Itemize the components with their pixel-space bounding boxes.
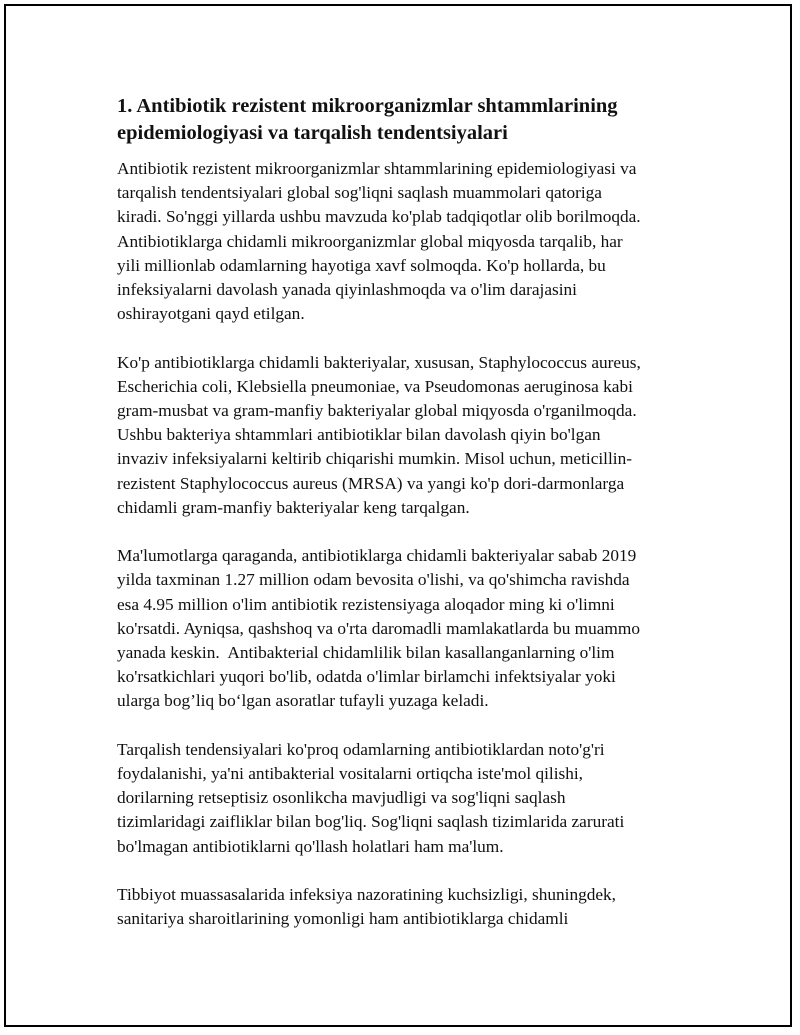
text-line: tizimlaridagi zaifliklar bilan bog'liq. Sog'liqni saqlash tizimlarida zarurati xyxy=(117,812,625,832)
text-line: Tibbiyot muassasalarida infeksiya nazoratining kuchsizligi, shuningdek, xyxy=(117,885,616,905)
text-line: oshirayotgani qayd etilgan. xyxy=(117,304,305,324)
paragraph-container xyxy=(117,157,687,931)
text-line: Antibiotik rezistent mikroorganizmlar shtammlarining epidemiologiyasi va xyxy=(117,159,637,178)
heading-line: epidemiologiyasi va tarqalish tendentsiyalari xyxy=(117,122,508,144)
text-line: infeksiyalarni davolash yanada qiyinlashmoqda va o'lim darajasini xyxy=(117,280,577,300)
text-line: kiradi. So'nggi yillarda ushbu mavzuda ko'plab tadqiqotlar olib borilmoqda. xyxy=(117,207,641,227)
document-body xyxy=(117,93,687,956)
text-line: esa 4.95 million o'lim antibiotik rezistensiyaga aloqador ming ki o'limni xyxy=(117,594,615,614)
heading-line: 1. Antibiotik rezistent mikroorganizmlar shtammlarining xyxy=(117,95,618,117)
paragraph xyxy=(117,883,687,931)
text-line: foydalanishi, ya'ni antibakterial vositalarni ortiqcha iste'mol qilishi, xyxy=(117,764,583,784)
text-line: Ko'p antibiotiklarga chidamli bakteriyalar, xususan, Staphylococcus aureus, xyxy=(117,352,641,372)
text-line: yili millionlab odamlarning hayotiga xavf solmoqda. Ko'p hollarda, bu xyxy=(117,255,606,275)
paragraph xyxy=(117,544,687,713)
text-line: yanada keskin. Antibakterial chidamlilik bilan kasallanganlarning o'lim xyxy=(117,643,615,663)
text-line: Escherichia coli, Klebsiella pneumoniae, va Pseudomonas aeruginosa kabi xyxy=(117,376,633,396)
text-line: sanitariya sharoitlarining yomonligi ham antibiotiklarga chidamli xyxy=(117,909,569,929)
text-line: yilda taxminan 1.27 million odam bevosita o'lishi, va qo'shimcha ravishda xyxy=(117,570,630,590)
text-line: gram-musbat va gram-manfiy bakteriyalar global miqyosda o'rganilmoqda. xyxy=(117,401,637,421)
text-line: Ushbu bakteriya shtammlari antibiotiklar bilan davolash qiyin bo'lgan xyxy=(117,425,601,445)
text-line: bo'lmagan antibiotiklarni qo'llash holatlari ham ma'lum. xyxy=(117,836,504,856)
paragraph xyxy=(117,738,687,859)
text-line: Tarqalish tendensiyalari ko'proq odamlarning antibiotiklardan noto'g'ri xyxy=(117,739,605,759)
text-line: ko'rsatkichlari yuqori bo'lib, odatda o'limlar birlamchi infektsiyalar yoki xyxy=(117,667,616,687)
text-line: ko'rsatdi. Ayniqsa, qashshoq va o'rta daromadli mamlakatlarda bu muammo xyxy=(117,618,640,638)
paragraph xyxy=(117,157,687,326)
text-line: rezistent Staphylococcus aureus (MRSA) va yangi ko'p dori-darmonlarga xyxy=(117,473,625,493)
text-line: Ma'lumotlarga qaraganda, antibiotiklarga chidamli bakteriyalar sabab 2019 xyxy=(117,546,637,566)
section-heading xyxy=(117,93,687,147)
text-line: chidamli gram-manfiy bakteriyalar keng tarqalgan. xyxy=(117,497,470,517)
text-line: invaziv infeksiyalarni keltirib chiqarishi mumkin. Misol uchun, meticillin- xyxy=(117,449,632,469)
text-line: ularga bog’liq bo‘lgan asoratlar tufayli yuzaga keladi. xyxy=(117,691,489,711)
text-line: Antibiotiklarga chidamli mikroorganizmlar global miqyosda tarqalib, har xyxy=(117,231,623,251)
paragraph xyxy=(117,351,687,520)
text-line: tarqalish tendentsiyalari global sog'liqni saqlash muammolari qatoriga xyxy=(117,183,602,203)
text-line: dorilarning retseptisiz osonlikcha mavjudligi va sog'liqni saqlash xyxy=(117,788,566,808)
